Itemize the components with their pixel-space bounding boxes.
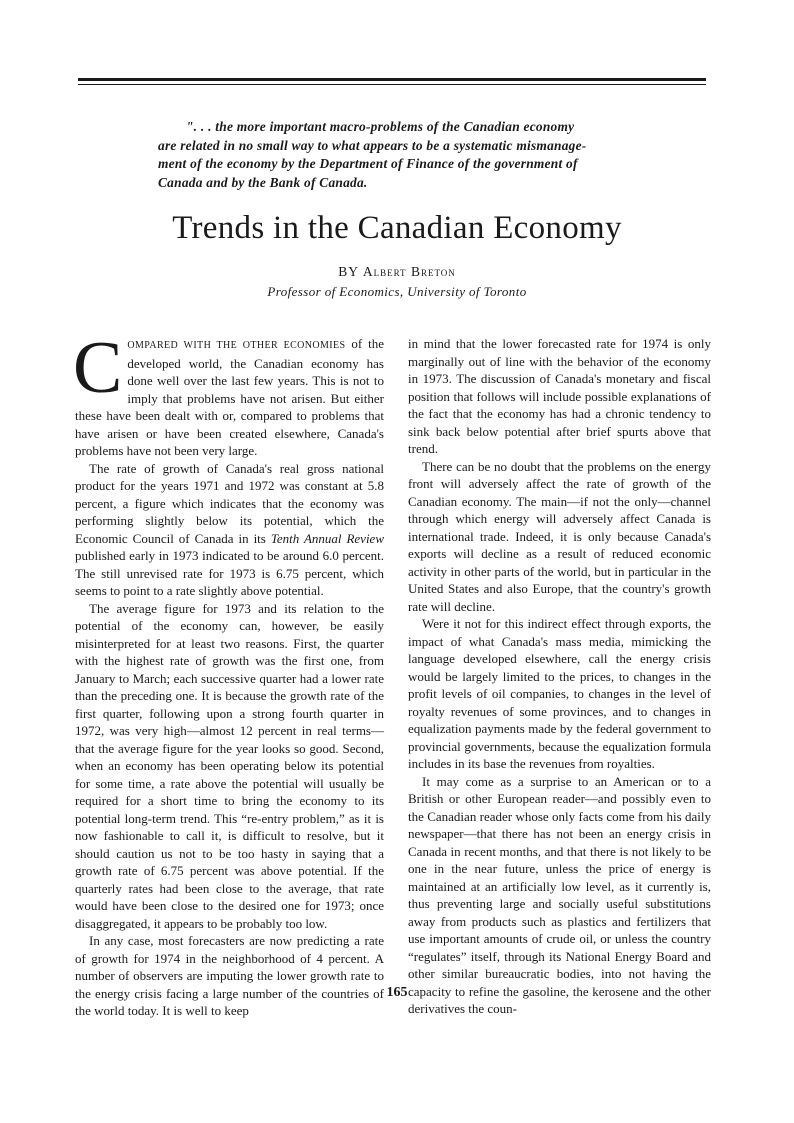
paragraph: There can be no doubt that the problems on the energy front will adversely affect the rate of growth of the Canadian economy. The main—if not the only—channel through which energy will adversely affect Canada is international trade. Indeed, it is only because Canada's exports will decline as a result of reduced economic activity in other parts of the world, but in particular in the United States and also Europe, that the country's growth rate will decline. bbox=[408, 458, 711, 614]
paragraph-text: In any case, most forecasters are now predicting a rate of growth for 1974 in the neighborhood of 4 percent. A number of observers are imputing the lower growth rate to the energy crisis facing a large number of the countries of the world today. It is well to keep bbox=[75, 933, 384, 1018]
paragraph bbox=[73, 327, 384, 460]
byline bbox=[0, 264, 794, 280]
drop-cap: C bbox=[73, 327, 123, 409]
paragraph: It may come as a surprise to an American or to a British or other European reader—and possibly even to the Canadian reader whose only facts come from his daily newspaper—that there has not been an energy crisis in Canada in recent months, and that there is not likely to be one in the near future, unless the price of energy is maintained at an artificially low level, as it currently is, thus preventing large and socially useful substitutions away from products such as plastics and fertilizers that use important amounts of crude oil, or unless the country “regulates” itself, through its National Energy Board and other similar bureaucratic bodies, into not having the capacity to refine the gasoline, the kerosene and the other derivatives the coun- bbox=[408, 773, 711, 1016]
column-left bbox=[73, 327, 384, 1020]
epigraph-line: ". . . the more important macro-problems of the Canadian economy bbox=[186, 119, 575, 134]
page-number: 165 bbox=[386, 985, 408, 1000]
author-name bbox=[363, 264, 456, 279]
epigraph-line: Canada and by the Bank of Canada. bbox=[158, 174, 368, 190]
author-affiliation: Professor of Economics, University of Toronto bbox=[267, 284, 527, 299]
paragraph-continued bbox=[408, 335, 711, 458]
top-rule-thin bbox=[78, 84, 706, 85]
paragraph: The average figure for 1973 and its relation to the potential of the economy can, however, be easily misinterpreted for at least two reasons. First, the quarter with the highest rate of growth was the first one, from January to March; each successive quarter had a lower rate than the preceding one. It is because the growth rate of the first quarter, following upon a strong fourth quarter in 1972, was very high—almost 12 percent in real terms—that the average figure for the year looks so good. Second, when an economy has been operating below its potential for some time, a rate above the potential will usually be required for a short time to bring the economy to its potential long-term trend. This “re-entry problem,” as it is now fashionable to call it, is difficult to resolve, but it should caution us not to be too hasty in saying that a growth rate of 6.75 percent was above potential. If the quarterly rates had been close to the average, that rate would have been close to the desired one for 1973; once disaggregated, it appears to be probably too low. bbox=[75, 600, 384, 931]
lead-in-smallcaps: OMPARED WITH THE OTHER ECONOMIES bbox=[127, 340, 346, 351]
author-first-name: Albert bbox=[362, 264, 407, 279]
paragraph-continued bbox=[75, 932, 384, 1020]
paragraph-text: The rate of growth of Canada's real gross national product for the years 1971 and 1972 was constant at 5.8 percent, a figure which indicates that the economy was performing slightly below its potential, which the Economic Council of Canada in its bbox=[75, 460, 384, 546]
paragraph-text: published early in 1973 indicated to be around 6.0 percent. The still unrevised rate for 1973 is 6.75 percent, which seems to point to a rate slightly above potential. bbox=[75, 548, 384, 598]
publication-title: Tenth Annual Review bbox=[270, 530, 384, 546]
author-last-name: Breton bbox=[410, 264, 456, 279]
top-rule-thick bbox=[78, 78, 706, 81]
paragraph-text: in mind that the lower forecasted rate for 1974 is only marginally out of line with the behavior of the economy in 1973. The discussion of Canada's monetary and fiscal position that follows will include possible explanations of the fact that the economy has had a chronic tendency to sink back below potential after brief spurts above that trend. bbox=[408, 336, 711, 456]
paragraph-text: of the developed world, the Canadian economy has done well over the last few years. This is not to imply that problems have not arisen. But either these have been dealt with or, compared to problems that have arisen or have been created elsewhere, Canada's problems have not been very large. bbox=[75, 336, 384, 458]
epigraph-quote bbox=[158, 118, 628, 192]
epigraph-line: are related in no small way to what appears to be a systematic mismanage- bbox=[158, 137, 587, 153]
paragraph bbox=[75, 460, 384, 600]
epigraph-line: ment of the economy by the Department of Finance of the government of bbox=[158, 156, 578, 171]
article-title: Trends in the Canadian Economy bbox=[172, 210, 622, 246]
paragraph: Were it not for this indirect effect through exports, the impact of what Canada's mass media, mimicking the language developed elsewhere, call the energy crisis would be largely limited to the prices, to changes in the profit levels of oil companies, to changes in the level of royalty revenues of some provinces, and to changes in equalization payments made by the federal government to provincial governments, because the equalization formula includes in its base the revenues from royalties. bbox=[408, 616, 711, 771]
column-right bbox=[408, 335, 711, 1018]
byline-prefix: BY bbox=[338, 264, 359, 279]
